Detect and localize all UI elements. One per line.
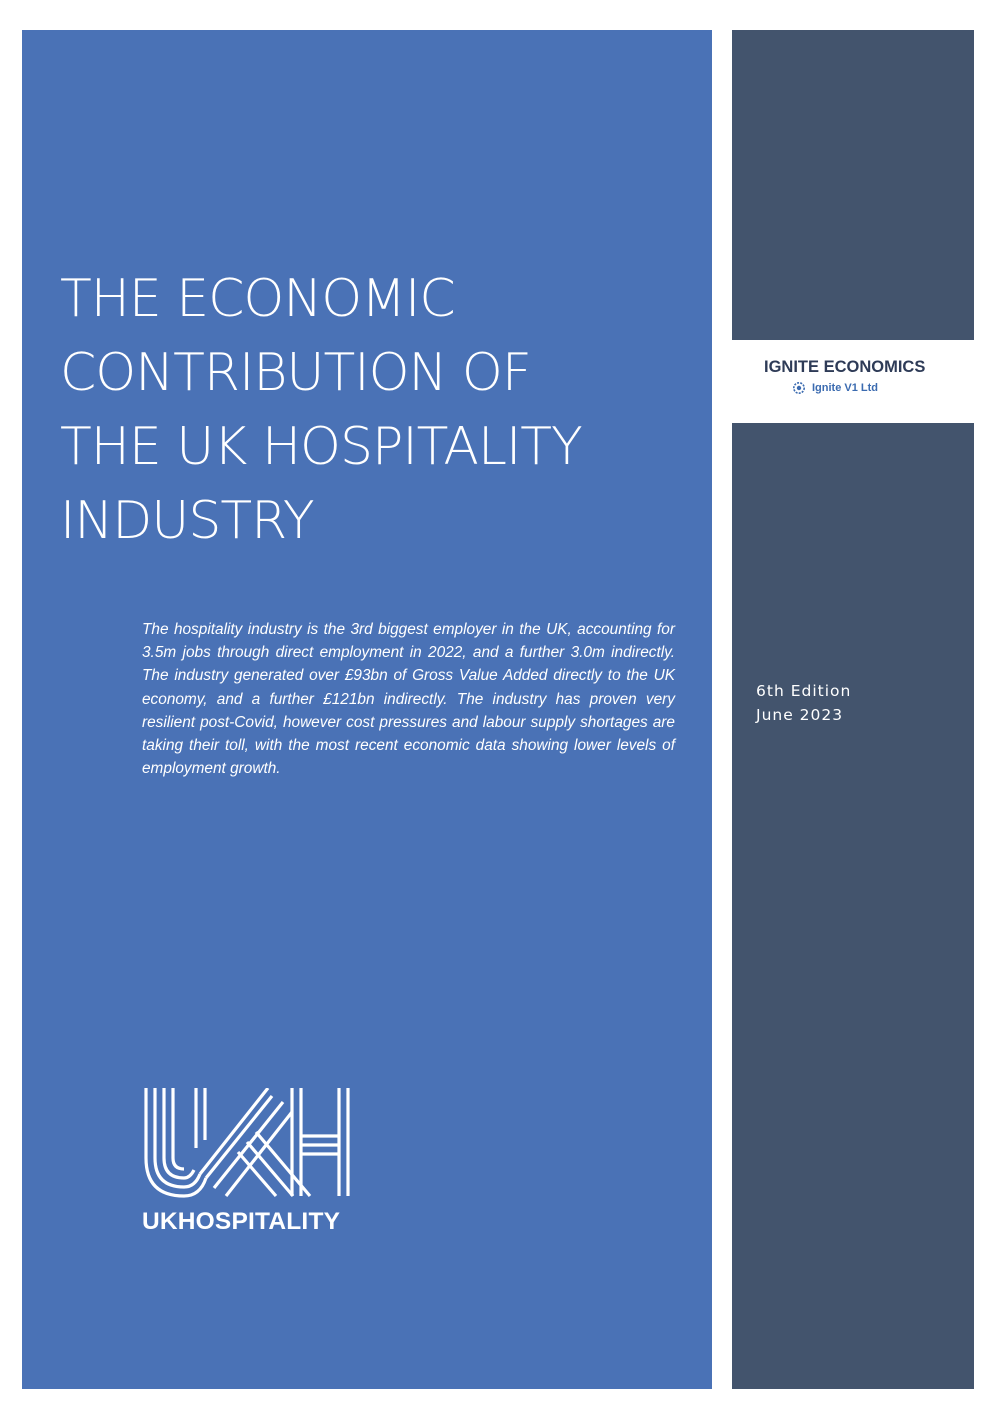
ignite-economics-logo xyxy=(732,350,974,410)
ukhospitality-logo xyxy=(142,1088,362,1258)
sidebar-bottom-block xyxy=(732,423,974,1389)
title-line: THE UK HOSPITALITY xyxy=(60,417,582,477)
gear-icon xyxy=(792,381,806,395)
title-line: THE ECONOMIC xyxy=(60,269,455,329)
edition-info xyxy=(756,679,851,727)
title-line: CONTRIBUTION OF xyxy=(60,343,531,403)
ignite-name: IGNITE ECONOMICS xyxy=(764,358,926,376)
sidebar-top-block xyxy=(732,30,974,340)
ignite-company: Ignite V1 Ltd xyxy=(812,382,878,394)
report-summary: The hospitality industry is the 3rd biggest employer in the UK, accounting for 3.5m jobs through direct employment in 2022, and a further 3.0m indirectly. The industry generated over £93bn of Gross Value Added directly to the UK economy, and a further £121bn indirectly. The industry has proven very resilient post-Covid, however cost pressures and labour supply shortages are taking their toll, with the most recent economic data showing lower levels of employment growth. xyxy=(142,621,675,778)
cover-panel xyxy=(22,30,712,1389)
ignite-subtitle xyxy=(792,381,878,395)
ukhospitality-wordmark: UKHOSPITALITY xyxy=(142,1208,341,1235)
title-line: INDUSTRY xyxy=(60,491,314,551)
edition-date: June 2023 xyxy=(756,706,844,724)
report-title xyxy=(60,262,700,558)
edition-number: 6th Edition xyxy=(756,682,852,700)
ukh-monogram-icon xyxy=(142,1088,352,1203)
